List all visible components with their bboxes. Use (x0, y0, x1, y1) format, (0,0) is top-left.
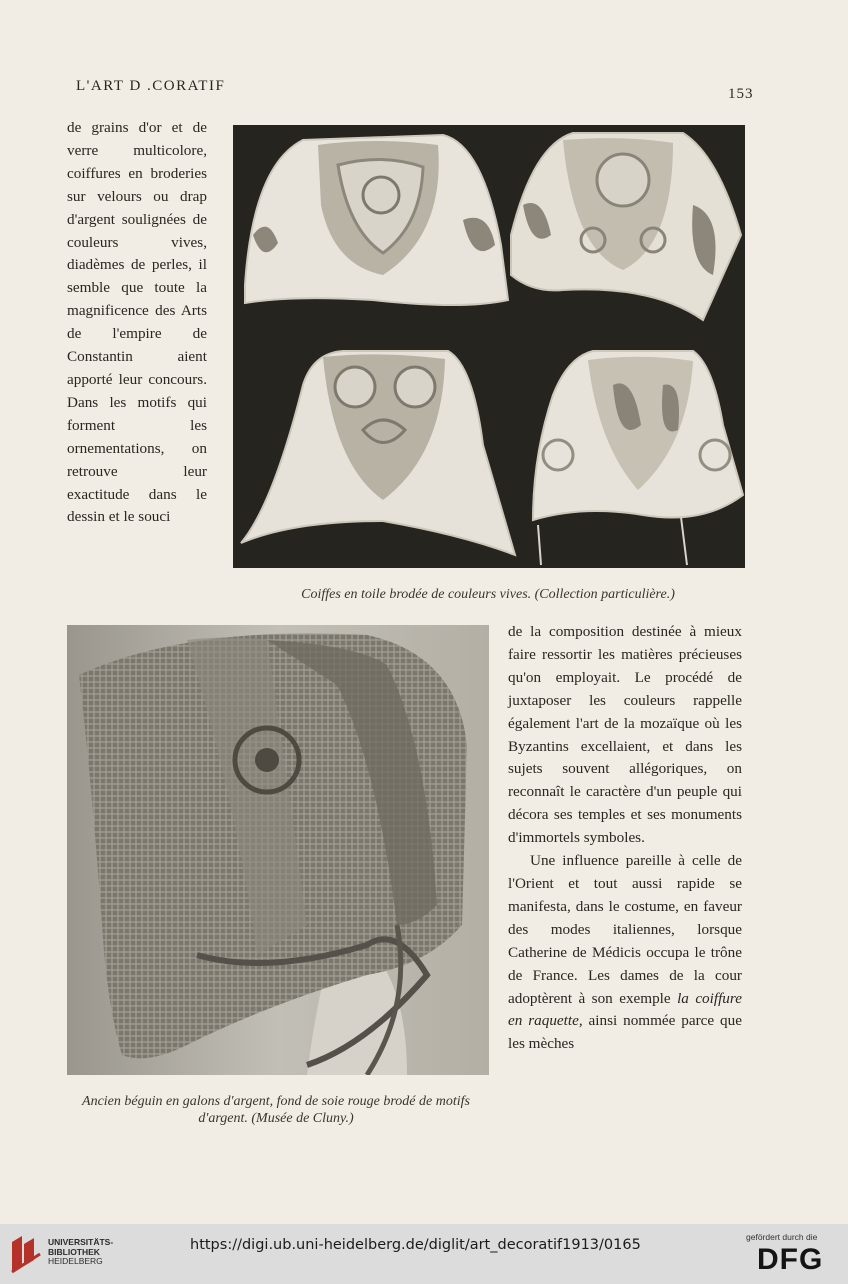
coiffes-illustration (233, 125, 745, 568)
running-head: L'ART D .CORATIF (76, 78, 226, 94)
caption-beguin: Ancien béguin en galons d'argent, fond de soie rouge brodé de motifs d'argent. (Musée de Cluny.) (82, 1094, 470, 1126)
beguin-illustration (67, 625, 489, 1075)
right-column-paragraph-2 (508, 850, 742, 1056)
university-name (48, 1238, 113, 1267)
caption-coiffes: Coiffes en toile brodée de couleurs vives. (Collection particulière.) (301, 587, 675, 602)
paragraph-2-end: , ainsi nommée parce que les mèches (508, 1012, 742, 1053)
left-column-paragraph: de grains d'or et de verre multicolore, coiffures en broderies sur velours ou drap d'argent soulignées de couleurs vives, diadèmes de perles, il semble que toute la magnificence des Arts de l'empire de Constantin aient apporté leur concours. Dans les motifs qui forment les ornementations, on retrouve leur exactitude dans le dessin et le souci (67, 119, 207, 526)
right-column-text (508, 621, 742, 1056)
library-line-1: UNIVERSITÄTS- (48, 1237, 114, 1247)
permalink-url[interactable]: https://digi.ub.uni-heidelberg.de/diglit/art_decoratif1913/0165 (190, 1237, 641, 1253)
left-column-text (67, 117, 207, 529)
page-number: 153 (728, 86, 754, 102)
library-line-2: BIBLIOTHEK (48, 1246, 100, 1257)
library-line-3: HEIDELBERG (48, 1256, 103, 1266)
right-column-paragraph-1: de la composition destinée à mieux faire ressortir les matières précieuses qu'on employait. Le procédé de juxtaposer les couleurs rappelle également l'art de la mozaïque où les Byzantins excellaient, et dans les sujets souvent allégoriques, on reconnaît le caractère d'un peuple qui décora ses temples et ses monuments d'immortels symboles. (508, 623, 742, 847)
footer-bar (0, 1224, 848, 1284)
paragraph-2-start: Une influence pareille à celle de l'Orient et tout aussi rapide se manifesta, dans le costume, en faveur des modes italiennes, lorsque Catherine de Médicis occupa le trône de France. Les dames de la cour adoptèrent à son exemple (508, 852, 742, 1007)
paragraph-2-italic: la coiffure en raquette (508, 989, 742, 1030)
university-logo-icon[interactable] (8, 1232, 44, 1279)
funded-by-label: gefördert durch die (746, 1232, 818, 1242)
dfg-logo[interactable]: DFG (757, 1243, 824, 1276)
photo-beguin (67, 625, 489, 1075)
photo-coiffes (233, 125, 745, 568)
